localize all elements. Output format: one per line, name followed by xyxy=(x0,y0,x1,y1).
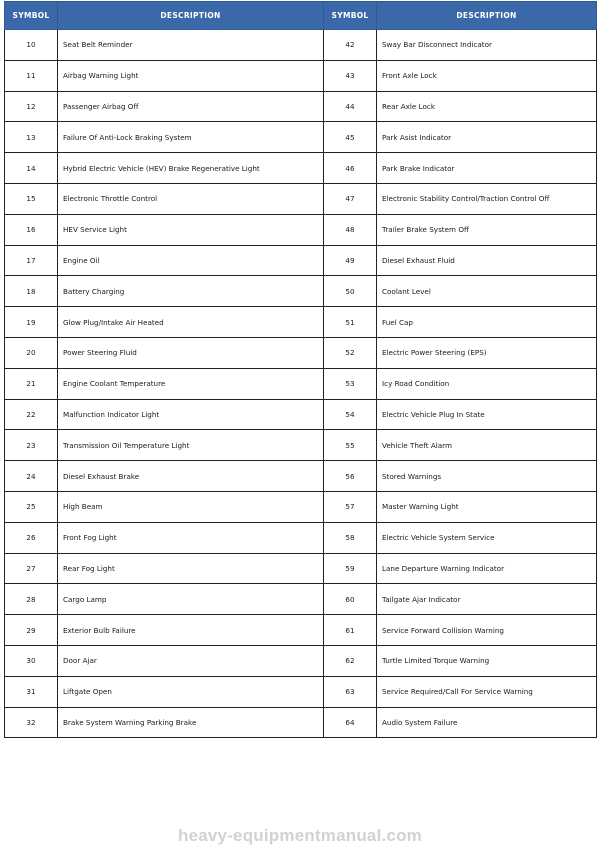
table-row xyxy=(5,368,597,399)
description-cell: Battery Charging xyxy=(58,276,324,307)
description-cell: Rear Fog Light xyxy=(58,553,324,584)
description-cell: Door Ajar xyxy=(58,645,324,676)
table-row xyxy=(5,461,597,492)
table-row xyxy=(5,707,597,738)
description-cell: Electronic Throttle Control xyxy=(58,183,324,214)
description-cell: Front Fog Light xyxy=(58,522,324,553)
description-cell: HEV Service Light xyxy=(58,214,324,245)
symbol-cell: 11 xyxy=(5,60,58,91)
symbol-cell: 63 xyxy=(324,676,377,707)
symbol-cell: 30 xyxy=(5,645,58,676)
symbol-cell: 26 xyxy=(5,522,58,553)
symbol-cell: 52 xyxy=(324,337,377,368)
table-row xyxy=(5,122,597,153)
table-row xyxy=(5,337,597,368)
description-cell: Power Steering Fluid xyxy=(58,337,324,368)
symbol-cell: 44 xyxy=(324,91,377,122)
symbol-cell: 59 xyxy=(324,553,377,584)
symbol-cell: 47 xyxy=(324,183,377,214)
symbol-cell: 58 xyxy=(324,522,377,553)
description-cell: Electric Power Steering (EPS) xyxy=(377,337,597,368)
symbol-cell: 51 xyxy=(324,307,377,338)
watermark: heavy-equipmentmanual.com xyxy=(177,826,422,845)
table-row xyxy=(5,245,597,276)
description-cell: Airbag Warning Light xyxy=(58,60,324,91)
description-cell: Icy Road Condition xyxy=(377,368,597,399)
description-cell: Passenger Airbag Off xyxy=(58,91,324,122)
table-row xyxy=(5,645,597,676)
table-header-row xyxy=(5,2,597,30)
table-row xyxy=(5,676,597,707)
table-row xyxy=(5,276,597,307)
description-cell: Cargo Lamp xyxy=(58,584,324,615)
symbol-cell: 19 xyxy=(5,307,58,338)
header-symbol-right: SYMBOL xyxy=(324,2,377,30)
header-symbol-left: SYMBOL xyxy=(5,2,58,30)
description-cell: Engine Oil xyxy=(58,245,324,276)
table-row xyxy=(5,60,597,91)
symbol-cell: 50 xyxy=(324,276,377,307)
symbol-cell: 12 xyxy=(5,91,58,122)
table-row xyxy=(5,553,597,584)
table-row xyxy=(5,522,597,553)
symbol-cell: 13 xyxy=(5,122,58,153)
description-cell: Failure Of Anti-Lock Braking System xyxy=(58,122,324,153)
symbol-cell: 17 xyxy=(5,245,58,276)
symbol-cell: 42 xyxy=(324,30,377,61)
header-description-right: DESCRIPTION xyxy=(377,2,597,30)
table-row xyxy=(5,584,597,615)
description-cell: Transmission Oil Temperature Light xyxy=(58,430,324,461)
symbol-cell: 46 xyxy=(324,153,377,184)
header-description-left: DESCRIPTION xyxy=(58,2,324,30)
symbol-cell: 18 xyxy=(5,276,58,307)
description-cell: Rear Axle Lock xyxy=(377,91,597,122)
table-row xyxy=(5,91,597,122)
symbol-cell: 20 xyxy=(5,337,58,368)
table-row xyxy=(5,183,597,214)
symbol-cell: 45 xyxy=(324,122,377,153)
symbol-cell: 10 xyxy=(5,30,58,61)
table-row xyxy=(5,214,597,245)
description-cell: Turtle Limited Torque Warning xyxy=(377,645,597,676)
table-row xyxy=(5,491,597,522)
symbol-cell: 55 xyxy=(324,430,377,461)
description-cell: Diesel Exhaust Brake xyxy=(58,461,324,492)
symbol-cell: 56 xyxy=(324,461,377,492)
symbol-cell: 27 xyxy=(5,553,58,584)
symbol-cell: 22 xyxy=(5,399,58,430)
description-cell: Engine Coolant Temperature xyxy=(58,368,324,399)
symbol-cell: 54 xyxy=(324,399,377,430)
table-row xyxy=(5,399,597,430)
description-cell: Stored Warnings xyxy=(377,461,597,492)
symbol-cell: 16 xyxy=(5,214,58,245)
table-row xyxy=(5,430,597,461)
description-cell: Service Forward Collision Warning xyxy=(377,615,597,646)
description-cell: Front Axle Lock xyxy=(377,60,597,91)
table-row xyxy=(5,30,597,61)
table-body xyxy=(5,30,597,738)
symbol-cell: 14 xyxy=(5,153,58,184)
symbol-cell: 53 xyxy=(324,368,377,399)
symbol-cell: 61 xyxy=(324,615,377,646)
symbol-cell: 15 xyxy=(5,183,58,214)
description-cell: Audio System Failure xyxy=(377,707,597,738)
description-cell: Master Warning Light xyxy=(377,491,597,522)
symbol-table xyxy=(4,1,597,738)
symbol-cell: 21 xyxy=(5,368,58,399)
description-cell: Hybrid Electric Vehicle (HEV) Brake Regenerative Light xyxy=(58,153,324,184)
description-cell: Exterior Bulb Failure xyxy=(58,615,324,646)
description-cell: Trailer Brake System Off xyxy=(377,214,597,245)
description-cell: Lane Departure Warning Indicator xyxy=(377,553,597,584)
description-cell: Brake System Warning Parking Brake xyxy=(58,707,324,738)
description-cell: Seat Belt Reminder xyxy=(58,30,324,61)
description-cell: Sway Bar Disconnect Indicator xyxy=(377,30,597,61)
symbol-cell: 31 xyxy=(5,676,58,707)
symbol-cell: 24 xyxy=(5,461,58,492)
symbol-cell: 57 xyxy=(324,491,377,522)
description-cell: High Beam xyxy=(58,491,324,522)
description-cell: Coolant Level xyxy=(377,276,597,307)
symbol-cell: 43 xyxy=(324,60,377,91)
symbol-cell: 25 xyxy=(5,491,58,522)
description-cell: Electronic Stability Control/Traction Control Off xyxy=(377,183,597,214)
symbol-cell: 29 xyxy=(5,615,58,646)
description-cell: Liftgate Open xyxy=(58,676,324,707)
description-cell: Electric Vehicle System Service xyxy=(377,522,597,553)
table-row xyxy=(5,307,597,338)
symbol-cell: 62 xyxy=(324,645,377,676)
description-cell: Vehicle Theft Alarm xyxy=(377,430,597,461)
table-row xyxy=(5,153,597,184)
symbol-cell: 28 xyxy=(5,584,58,615)
description-cell: Service Required/Call For Service Warning xyxy=(377,676,597,707)
symbol-cell: 48 xyxy=(324,214,377,245)
symbol-cell: 49 xyxy=(324,245,377,276)
description-cell: Fuel Cap xyxy=(377,307,597,338)
description-cell: Park Brake Indicator xyxy=(377,153,597,184)
table-row xyxy=(5,615,597,646)
description-cell: Park Asist Indicator xyxy=(377,122,597,153)
symbol-cell: 64 xyxy=(324,707,377,738)
description-cell: Electric Vehicle Plug In State xyxy=(377,399,597,430)
description-cell: Malfunction Indicator Light xyxy=(58,399,324,430)
symbol-cell: 23 xyxy=(5,430,58,461)
description-cell: Glow Plug/Intake Air Heated xyxy=(58,307,324,338)
description-cell: Diesel Exhaust Fluid xyxy=(377,245,597,276)
symbol-cell: 32 xyxy=(5,707,58,738)
description-cell: Tailgate Ajar Indicator xyxy=(377,584,597,615)
symbol-cell: 60 xyxy=(324,584,377,615)
